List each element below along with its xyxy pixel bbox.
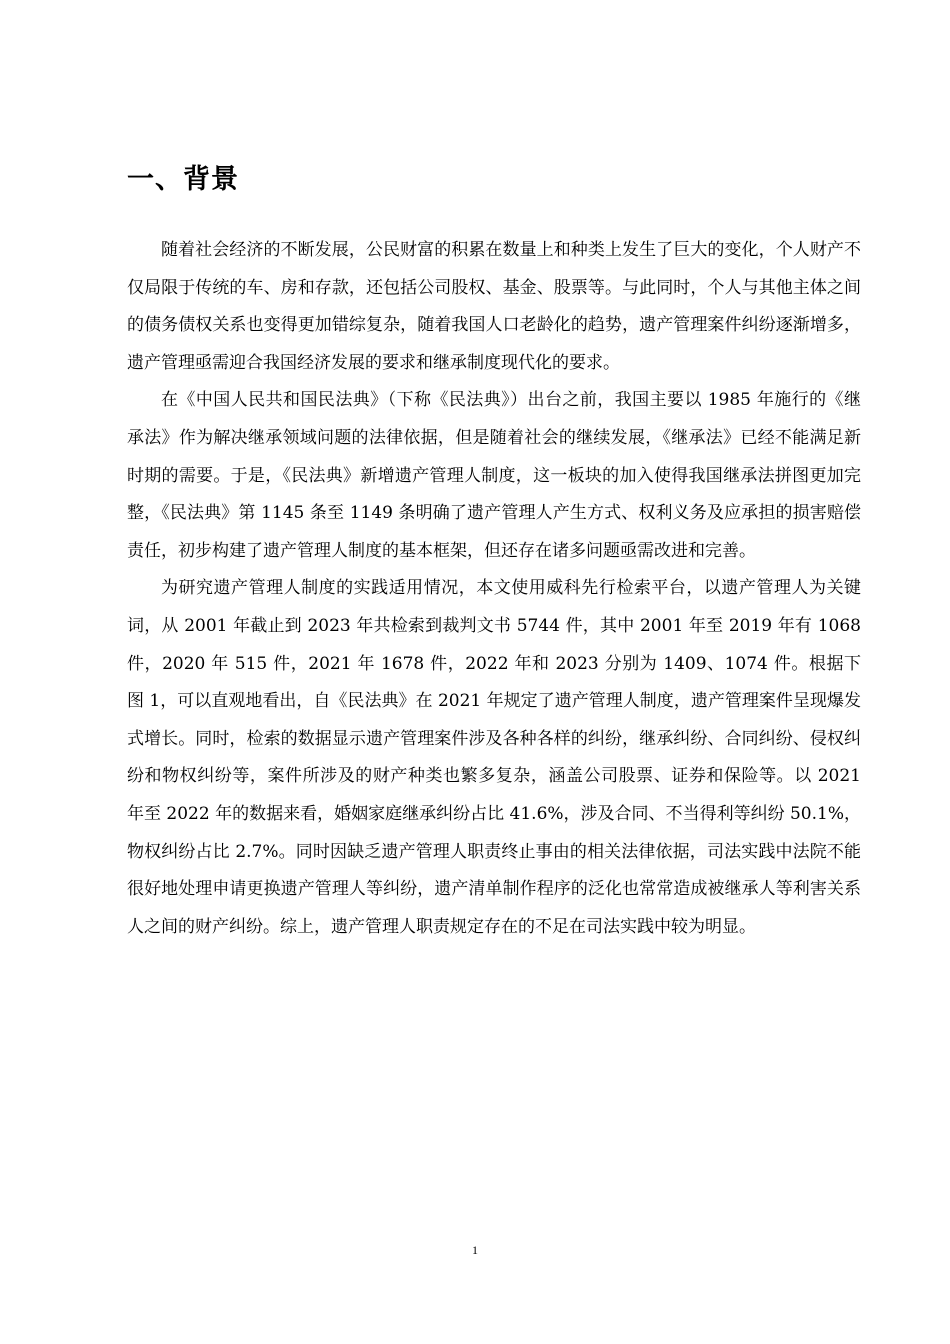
paragraph-background-3: 为研究遗产管理人制度的实践适用情况，本文使用威科先行检索平台，以遗产管理人为关键词，从 2001 年截止到 2023 年共检索到裁判文书 5744 件，其中 2001 年至 2019 年有 1068 件，2020 年 515 件，2021 年 1678 件，2022 年和 2023 分别为 1409、1074 件。根据下图 1，可以直观地看出，自《民法典》在 2021 年规定了遗产管理人制度，遗产管理案件呈现爆发式增长。同时，检索的数据显示遗产管理案件涉及各种各样的纠纷，继承纠纷、合同纠纷、侵权纠纷和物权纠纷等，案件所涉及的财产种类也繁多复杂，涵盖公司股票、证券和保险等。以 2021 年至 2022 年的数据来看，婚姻家庭继承纠纷占比 41.6%，涉及合同、不当得利等纠纷 50.1%，物权纠纷占比 2.7%。同时因缺乏遗产管理人职责终止事由的相关法律依据，司法实践中法院不能很好地处理申请更换遗产管理人等纠纷，遗产清单制作程序的泛化也常常造成被继承人等利害关系人之间的财产纠纷。综上，遗产管理人职责规定存在的不足在司法实践中较为明显。 <box>127 578 861 937</box>
page-number: 1 <box>472 1243 478 1257</box>
paragraph-background-2: 在《中国人民共和国民法典》（下称《民法典》）出台之前，我国主要以 1985 年施行的《继承法》作为解决继承领域问题的法律依据，但是随着社会的继续发展，《继承法》已经不能满足新时期的需要。于是，《民法典》新增遗产管理人制度，这一板块的加入使得我国继承法拼图更加完整，《民法典》第 1145 条至 1149 条明确了遗产管理人产生方式、权利义务及应承担的损害赔偿责任，初步构建了遗产管理人制度的基本框架，但还存在诸多问题亟需改进和完善。 <box>127 390 861 561</box>
body-text <box>127 232 861 946</box>
section-heading: 一、背景 <box>127 164 239 195</box>
paragraph-background-1: 随着社会经济的不断发展，公民财富的积累在数量上和种类上发生了巨大的变化，个人财产不仅局限于传统的车、房和存款，还包括公司股权、基金、股票等。与此同时，个人与其他主体之间的债务债权关系也变得更加错综复杂，随着我国人口老龄化的趋势，遗产管理案件纠纷逐渐增多，遗产管理亟需迎合我国经济发展的要求和继承制度现代化的要求。 <box>127 240 861 373</box>
